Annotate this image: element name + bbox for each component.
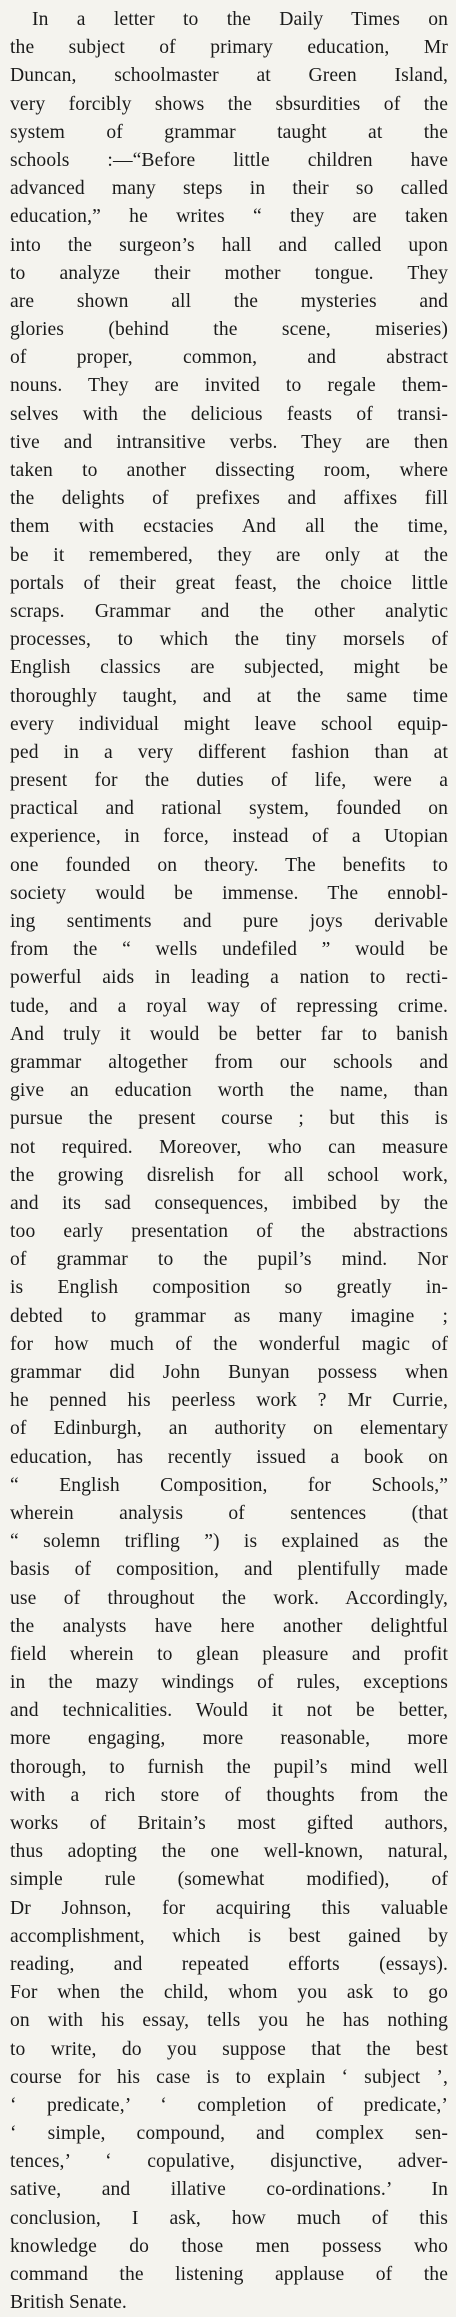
- article-line: the delights of prefixes and affixes fill: [10, 488, 448, 510]
- article-line: not required. Moreover, who can measure: [10, 1136, 448, 1158]
- article-line: be it remembered, they are only at the: [10, 544, 448, 566]
- article-line: taken to another dissecting room, where: [10, 460, 448, 481]
- article-line: the growing disrelish for all school work,: [10, 1164, 448, 1186]
- article-line: thorough, to furnish the pupil’s mind well: [10, 1756, 448, 1778]
- article-line: the subject of primary education, Mr: [10, 37, 448, 59]
- article-line: schools :—“Before little children have: [10, 149, 448, 171]
- article-line: society would be immense. The ennobl-: [10, 882, 448, 904]
- article-line: every individual might leave school equip-: [10, 713, 448, 735]
- article-line: and technicalities. Would it not be better,: [10, 1700, 448, 1722]
- article-line: present for the duties of life, were a: [10, 770, 448, 792]
- article-line: to write, do you suppose that the best: [10, 2038, 448, 2060]
- article-line: wherein analysis of sentences (that: [10, 1502, 448, 1524]
- article-line: powerful aids in leading a nation to recti-: [10, 967, 448, 989]
- article-line: is English composition so greatly in-: [10, 1277, 448, 1299]
- article-line: from the “ wells undefiled ” would be: [10, 939, 448, 961]
- article-line: into the surgeon’s hall and called upon: [10, 234, 448, 256]
- article-line: for how much of the wonderful magic of: [10, 1333, 448, 1355]
- article-line: the analysts have here another delightful: [10, 1615, 448, 1637]
- article-line: are shown all the mysteries and: [10, 290, 448, 312]
- article-line: ‘ simple, compound, and complex sen-: [10, 2123, 448, 2145]
- article-line: tive and intransitive verbs. They are then: [10, 431, 448, 453]
- article-line: to analyze their mother tongue. They: [10, 262, 448, 284]
- article-line: tude, and a royal way of repressing crime.: [10, 995, 448, 1017]
- article-line: thus adopting the one well-known, natural,: [10, 1841, 448, 1863]
- article-line: education, has recently issued a book on: [10, 1446, 448, 1468]
- article-line: Dr Johnson, for acquiring this valuable: [10, 1897, 448, 1919]
- article-line: grammar altogether from our schools and: [10, 1051, 448, 1073]
- article-line: course for his case is to explain ‘ subject ’,: [10, 2066, 448, 2088]
- article-line: of proper, common, and abstract: [10, 347, 448, 369]
- article-line: more engaging, more reasonable, more: [10, 1728, 448, 1750]
- article-line: nouns. They are invited to regale them-: [10, 375, 448, 397]
- article-line: grammar did John Bunyan possess when: [10, 1362, 448, 1383]
- article-line: scraps. Grammar and the other analytic: [10, 600, 448, 622]
- article-line: advanced many steps in their so called: [10, 178, 448, 200]
- article-line: English classics are subjected, might be: [10, 657, 448, 679]
- article-line: on with his essay, tells you he has nothing: [10, 2010, 448, 2032]
- article-line: ped in a very different fashion than at: [10, 741, 448, 763]
- article-line: glories (behind the scene, miseries): [10, 319, 448, 341]
- article-line: British Senate.: [10, 2292, 127, 2314]
- article-line: In a letter to the Daily Times on: [32, 9, 448, 30]
- article-line: command the listening applause of the: [10, 2264, 448, 2285]
- article-line: ‘ predicate,’ ‘ completion of predicate,’: [10, 2094, 448, 2116]
- article-line: Duncan, schoolmaster at Green Island,: [10, 65, 448, 87]
- article-line: of Edinburgh, an authority on elementary: [10, 1418, 448, 1440]
- article-line: thoroughly taught, and at the same time: [10, 685, 448, 707]
- article-line: very forcibly shows the sbsurdities of the: [10, 93, 448, 115]
- article-line: “ solemn trifling ”) is explained as the: [10, 1531, 448, 1553]
- article-line: one founded on theory. The benefits to: [10, 854, 448, 876]
- article-line: simple rule (somewhat modified), of: [10, 1869, 448, 1891]
- article-line: pursue the present course ; but this is: [10, 1108, 448, 1130]
- article-line: of grammar to the pupil’s mind. Nor: [10, 1249, 448, 1271]
- article-line: practical and rational system, founded on: [10, 798, 448, 820]
- article-line: selves with the delicious feasts of transi-: [10, 403, 448, 425]
- article-line: experience, in force, instead of a Utopian: [10, 826, 448, 848]
- article-line: For when the child, whom you ask to go: [10, 1982, 448, 2004]
- article-line: with a rich store of thoughts from the: [10, 1784, 448, 1806]
- article-line: them with ecstacies And all the time,: [10, 516, 448, 538]
- article-line: give an education worth the name, than: [10, 1080, 448, 1102]
- article-line: basis of composition, and plentifully made: [10, 1559, 448, 1581]
- article-line: education,” he writes “ they are taken: [10, 206, 448, 228]
- article-line: processes, to which the tiny morsels of: [10, 629, 448, 651]
- article-line: And truly it would be better far to banish: [10, 1023, 448, 1045]
- article-line: works of Britain’s most gifted authors,: [10, 1813, 448, 1834]
- article-line: conclusion, I ask, how much of this: [10, 2207, 448, 2229]
- article-line: accomplishment, which is best gained by: [10, 1925, 448, 1947]
- article-line: system of grammar taught at the: [10, 121, 448, 143]
- article-line: “ English Composition, for Schools,”: [10, 1474, 448, 1496]
- article-line: sative, and illative co-ordinations.’ In: [10, 2179, 448, 2201]
- article-line: field wherein to glean pleasure and profit: [10, 1643, 448, 1665]
- article-line: ing sentiments and pure joys derivable: [10, 911, 448, 932]
- article-line: reading, and repeated efforts (essays).: [10, 1953, 448, 1975]
- article-line: debted to grammar as many imagine ;: [10, 1305, 448, 1327]
- article-line: and its sad consequences, imbibed by the: [10, 1192, 448, 1214]
- article-line: too early presentation of the abstractions: [10, 1221, 448, 1243]
- article-line: portals of their great feast, the choice little: [10, 572, 448, 594]
- article-line: in the mazy windings of rules, exceptions: [10, 1672, 448, 1694]
- article-line: he penned his peerless work ? Mr Currie,: [10, 1390, 448, 1412]
- article-line: knowledge do those men possess who: [10, 2235, 448, 2257]
- article-line: use of throughout the work. Accordingly,: [10, 1587, 448, 1609]
- article-line: tences,’ ‘ copulative, disjunctive, adver-: [10, 2151, 448, 2173]
